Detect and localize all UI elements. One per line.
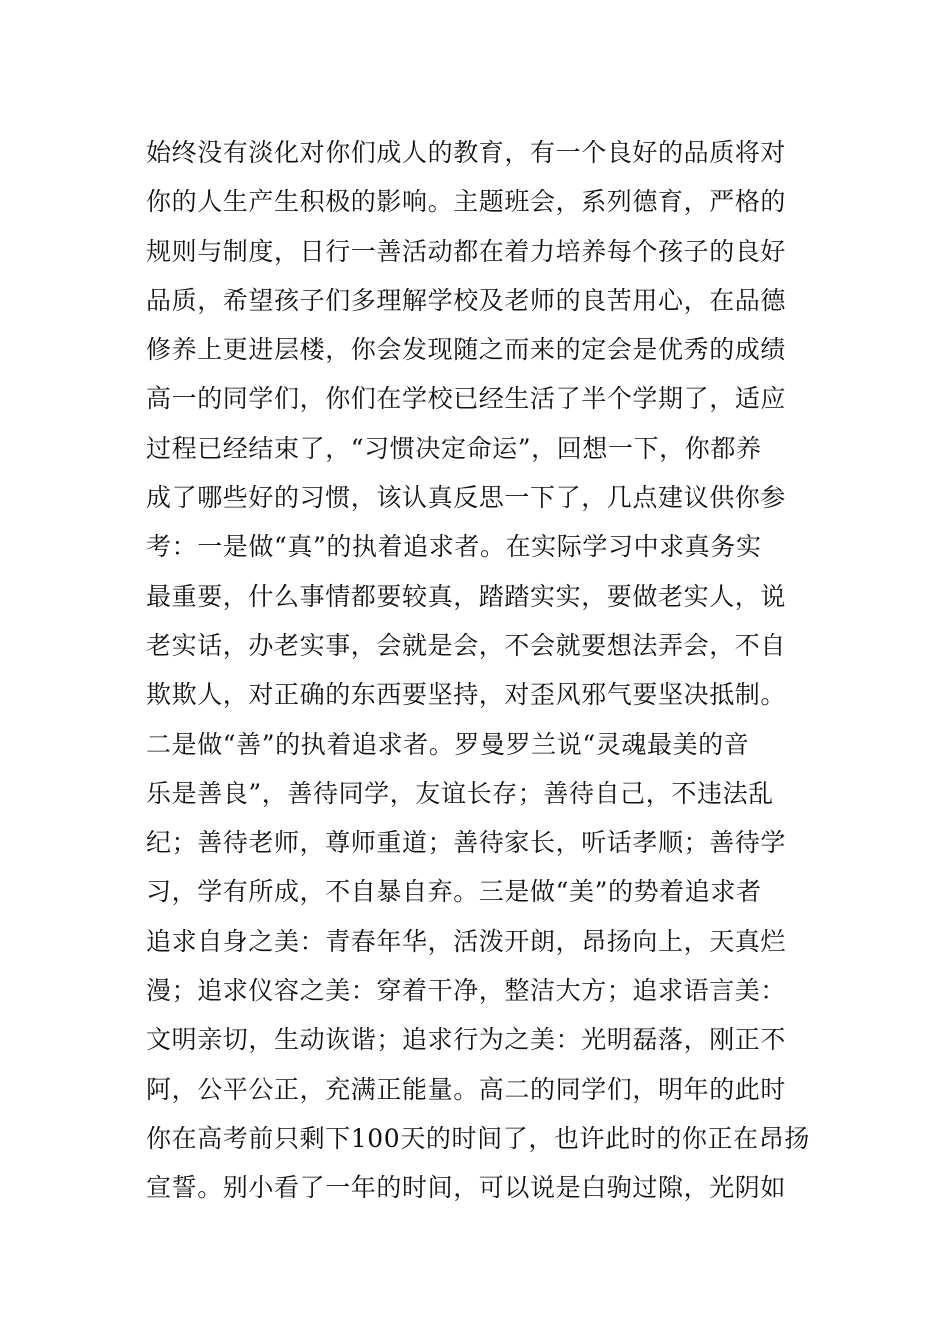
text-line: 习，学有所成，不自暴自弃。三是做“美”的势着追求者 — [146, 877, 762, 907]
text-line: 漫；追求仪容之美：穿着干净，整洁大方；追求语言美： — [146, 976, 787, 1006]
text-line: 品质，希望孩子们多理解学校及老师的良苦用心，在品德 — [146, 285, 787, 315]
body-text — [146, 128, 816, 1213]
text-line: 最重要，什么事情都要较真，踏踏实实，要做老实人，说 — [146, 581, 787, 611]
text-line: 始终没有淡化对你们成人的教育，有一个良好的品质将对 — [146, 138, 787, 167]
text-line: 文明亲切，生动诙谐；追求行为之美：光明磊落，刚正不 — [146, 1025, 787, 1055]
text-line: 二是做“善”的执着追求者。罗曼罗兰说“灵魂最美的音 — [146, 729, 750, 759]
text-line: 高一的同学们，你们在学校已经生活了半个学期了，适应 — [146, 384, 787, 414]
text-line: 修养上更进层楼，你会发现随之而来的定会是优秀的成绩 — [146, 335, 787, 365]
text-line: 老实话，办老实事，会就是会，不会就要想法弄会，不自 — [146, 630, 787, 660]
text-line: 纪；善待老师，尊师重道；善待家长，听话孝顺；善待学 — [146, 828, 787, 858]
text-line: 考：一是做“真”的执着追求者。在实际学习中求真务实 — [146, 532, 762, 562]
text-line: 欺欺人，对正确的东西要坚持，对歪风邪气要坚决抵制。 — [146, 680, 787, 710]
text-line: 你的人生产生积极的影响。主题班会，系列德育，严格的 — [146, 187, 787, 217]
text-line: 乐是善良”，善待同学，友谊长存；善待自己，不违法乱 — [146, 778, 774, 808]
text-line: 宣誓。别小看了一年的时间，可以说是白驹过隙，光阴如 — [146, 1173, 787, 1203]
text-line: 追求自身之美：青春年华，活泼开朗，昂扬向上，天真烂 — [146, 926, 787, 956]
text-line: 规则与制度，日行一善活动都在着力培养每个孩子的良好 — [146, 236, 787, 266]
text-line: 你在高考前只剩下100天的时间了，也许此时的你正在昂扬 — [146, 1123, 810, 1153]
text-line: 过程已经结束了，“习惯决定命运”，回想一下，你都养 — [146, 433, 762, 463]
text-line: 成了哪些好的习惯，该认真反思一下了，几点建议供你参 — [146, 483, 787, 513]
text-line: 阿，公平公正，充满正能量。高二的同学们，明年的此时 — [146, 1074, 787, 1104]
